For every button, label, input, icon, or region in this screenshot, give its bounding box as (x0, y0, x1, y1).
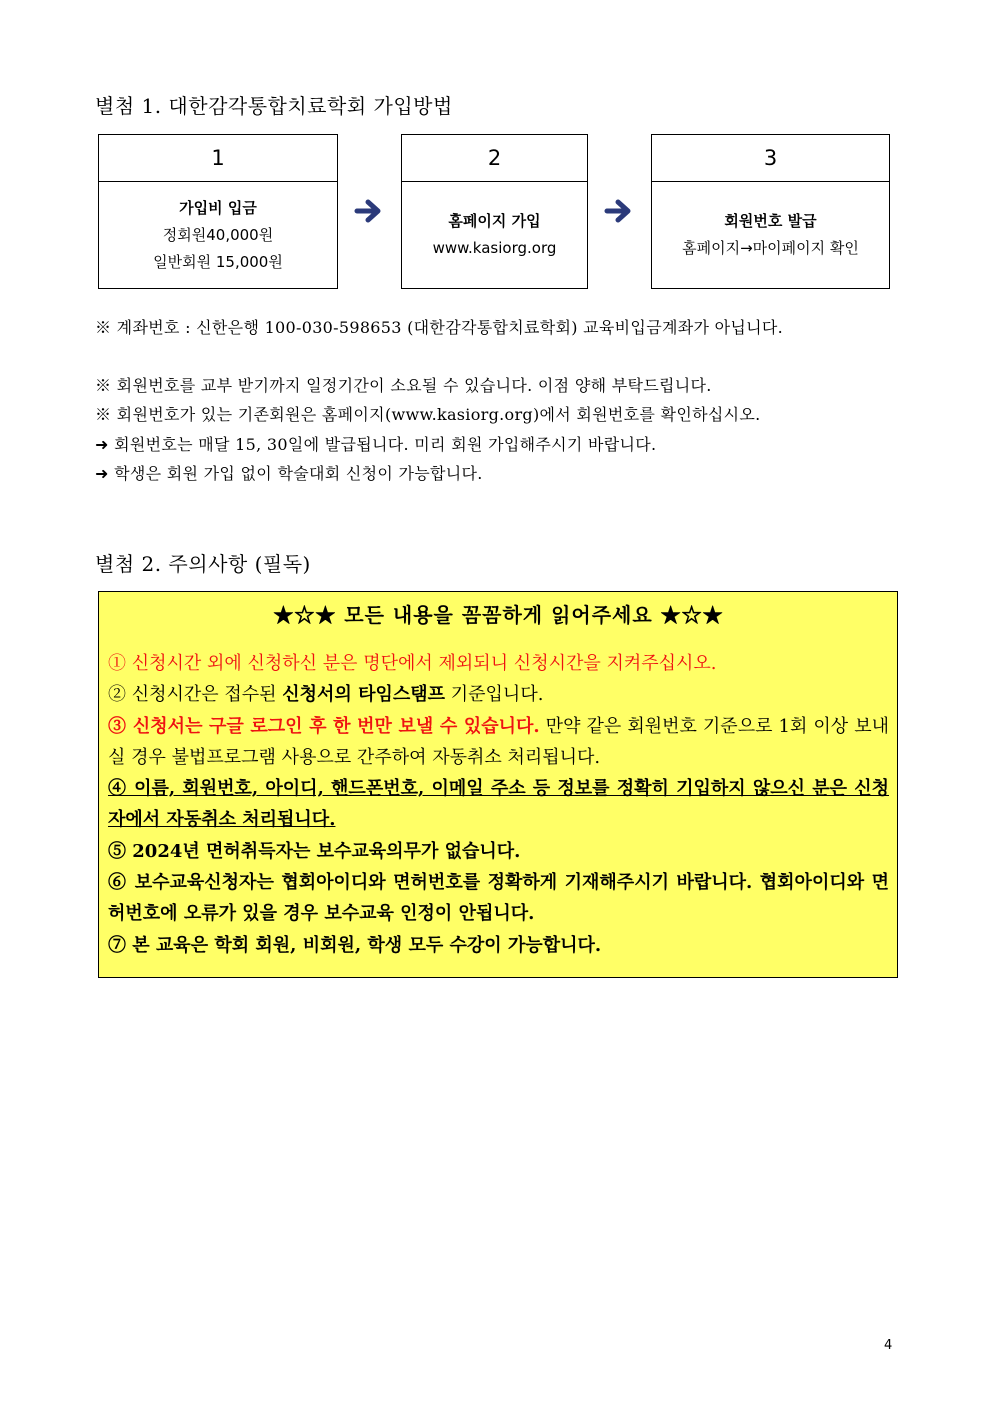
step-label: 가입비 입금 (179, 198, 257, 217)
step-label: 회원번호 발급 (724, 212, 817, 230)
rule-2-text: ② 신청시간은 접수된 (108, 684, 283, 706)
note-account: ※ 계좌번호 : 신한은행 100-030-598653 (대한감각통합치료학회) 교육비입금계좌가 아닙니다. (95, 318, 784, 337)
step-number: 2 (402, 135, 587, 182)
step-box-2 (401, 134, 588, 289)
step-number: 3 (652, 135, 889, 182)
right-arrow-icon (604, 196, 634, 226)
rule-3-emphasis: ③ 신청서는 구글 로그인 후 한 번만 보낼 수 있습니다. (108, 715, 540, 737)
step-number: 1 (99, 135, 337, 182)
step-detail: www.kasiorg.org (432, 239, 557, 257)
rule-7: ⑦ 본 교육은 학회 회원, 비회원, 학생 모두 수강이 가능합니다. (108, 934, 602, 956)
rule-2 (108, 679, 889, 710)
section2-title: 별첨 2. 주의사항 (필독) (95, 552, 311, 576)
rule-2-emphasis: 신청서의 타임스탬프 (282, 684, 446, 706)
notice-heading: ★☆★ 모든 내용을 꼼꼼하게 읽어주세요 ★☆★ (273, 603, 724, 627)
note-issue-date: ➜ 회원번호는 매달 15, 30일에 발급됩니다. 미리 회원 가입해주시기 바랍니다. (95, 435, 657, 454)
step-label: 홈페이지 가입 (448, 212, 541, 230)
rule-4: ④ 이름, 회원번호, 아이디, 핸드폰번호, 이메일 주소 등 정보를 정확히 기입하지 않으신 분은 신청자에서 자동취소 처리됩니다. (108, 778, 889, 831)
note-issue-delay: ※ 회원번호를 교부 받기까지 일정기간이 소요될 수 있습니다. 이점 양해 부탁드립니다. (95, 376, 712, 395)
rule-2-text-end: 기준입니다. (445, 684, 544, 706)
step-detail: 홈페이지→마이페이지 확인 (682, 239, 859, 257)
step-detail: 정회원40,000원 (162, 225, 274, 244)
step-box-3 (651, 134, 890, 289)
rule-3 (108, 711, 889, 774)
page-number: 4 (884, 1338, 893, 1353)
section1-title: 별첨 1. 대한감각통합치료학회 가입방법 (95, 94, 453, 118)
notice-box (98, 591, 898, 978)
right-arrow-icon (354, 196, 384, 226)
note-student: ➜ 학생은 회원 가입 없이 학술대회 신청이 가능합니다. (95, 464, 483, 483)
step-detail: 일반회원 15,000원 (153, 252, 283, 271)
note-existing-member: ※ 회원번호가 있는 기존회원은 홈페이지(www.kasiorg.org)에서 회원번호를 확인하십시오. (95, 405, 761, 424)
rule-6: ⑥ 보수교육신청자는 협회아이디와 면허번호를 정확하게 기재해주시기 바랍니다. 협회아이디와 면허번호에 오류가 있을 경우 보수교육 인정이 안됩니다. (108, 872, 889, 925)
rule-5: ⑤ 2024년 면허취득자는 보수교육의무가 없습니다. (108, 840, 521, 862)
rule-1: ① 신청시간 외에 신청하신 분은 명단에서 제외되니 신청시간을 지켜주십시오. (108, 653, 717, 674)
rule-3-text: 만약 같은 회원번호 기준으로 1회 이상 보내실 경우 불법프로그램 사용으로 간주하여 자동취소 처리됩니다. (108, 715, 889, 768)
step-box-1 (98, 134, 338, 289)
